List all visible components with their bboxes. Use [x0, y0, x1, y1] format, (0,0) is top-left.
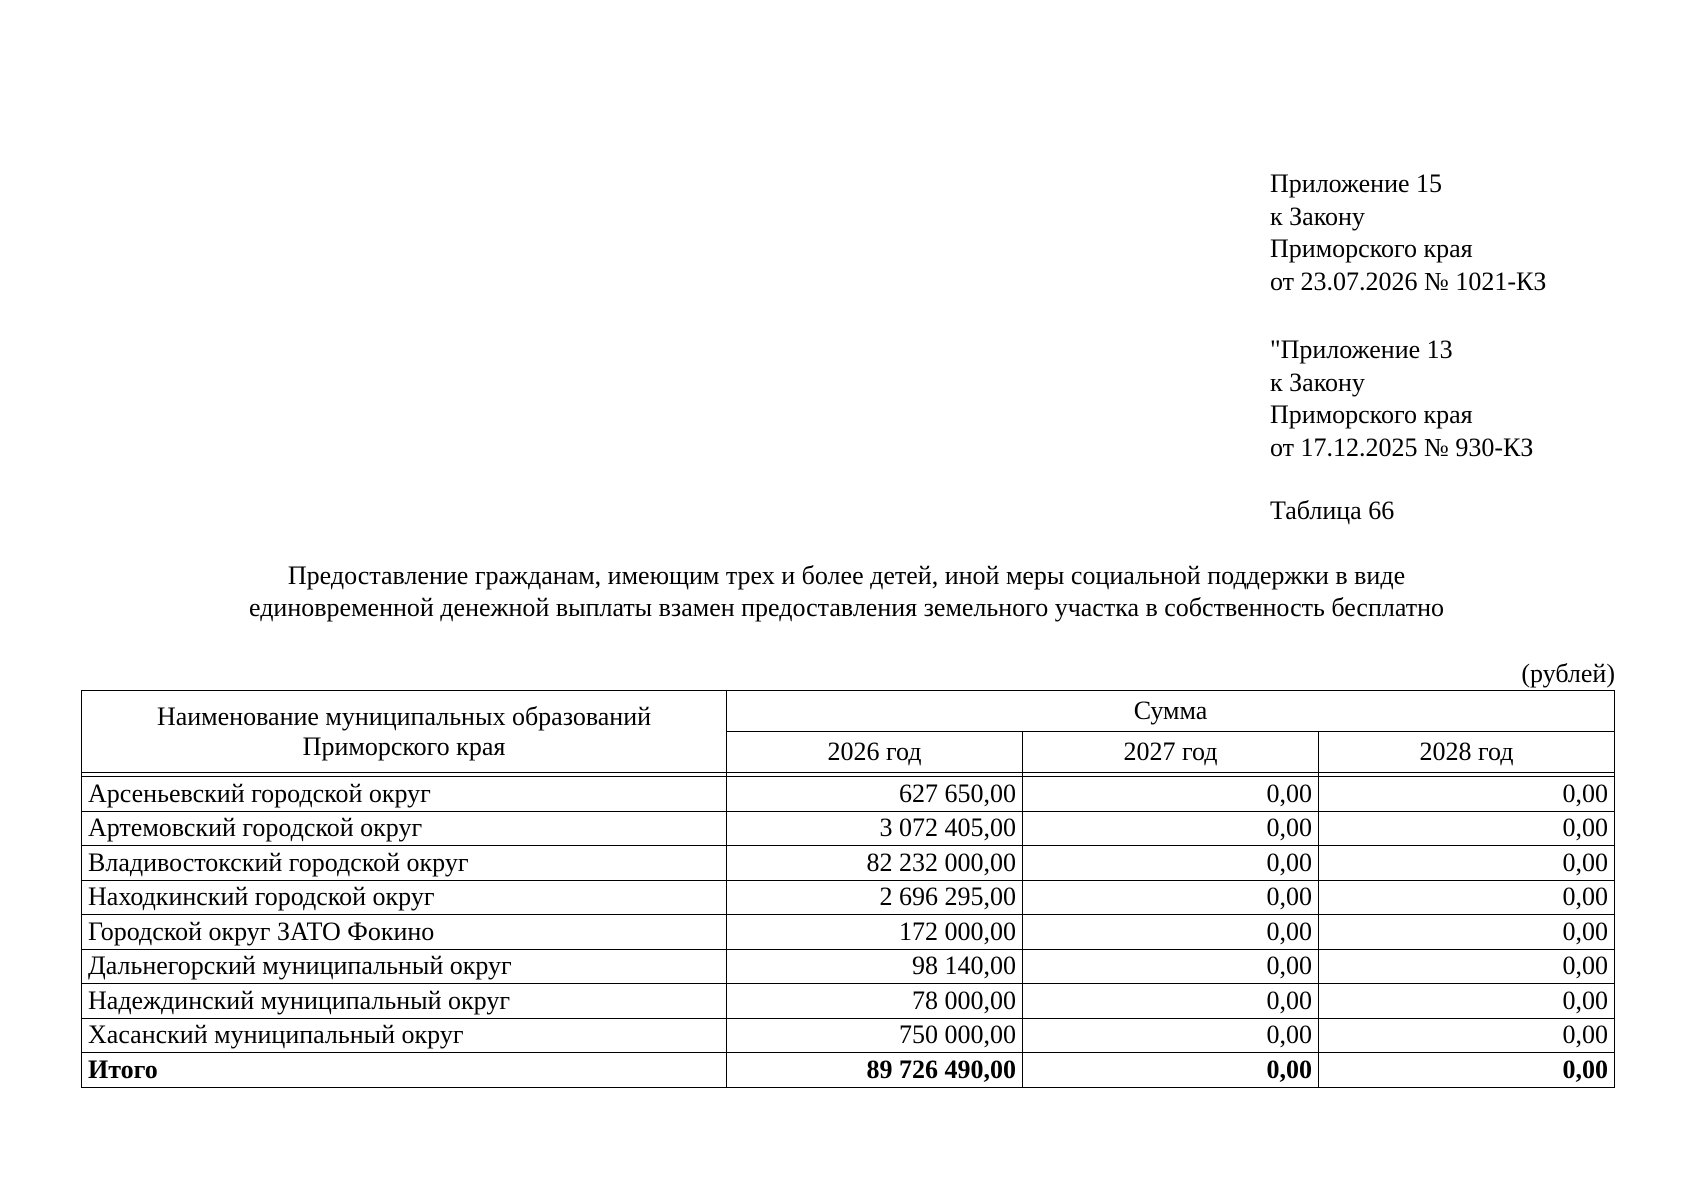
- table-number: Таблица 66: [1270, 496, 1395, 525]
- document-title-line-2: единовременной денежной выплаты взамен предоставления земельного участка в собственность бесплатно: [249, 593, 1444, 622]
- municipality-name: Дальнегорский муниципальный округ: [82, 949, 727, 984]
- amount-2028: 0,00: [1319, 811, 1615, 846]
- municipality-name: Надеждинский муниципальный округ: [82, 984, 727, 1019]
- amount-2027: 0,00: [1023, 846, 1319, 881]
- total-label: Итого: [82, 1053, 727, 1088]
- amount-2027: 0,00: [1023, 811, 1319, 846]
- year-2028-header: 2028 год: [1319, 732, 1615, 773]
- table-row: [82, 811, 1615, 846]
- amount-2027: 0,00: [1023, 880, 1319, 915]
- amount-2027: 0,00: [1023, 984, 1319, 1019]
- amount-2027: 0,00: [1023, 949, 1319, 984]
- annex-15-line-2: к Закону: [1270, 201, 1365, 231]
- municipality-name: Артемовский городской округ: [82, 811, 727, 846]
- amount-2027: 0,00: [1023, 915, 1319, 950]
- annex-13-reference: [1270, 334, 1533, 464]
- municipality-column-header: [82, 691, 727, 773]
- year-2026-header: 2026 год: [727, 732, 1023, 773]
- sum-column-header: Сумма: [727, 691, 1615, 732]
- municipality-name: Хасанский муниципальный округ: [82, 1018, 727, 1053]
- amount-2026: 78 000,00: [727, 984, 1023, 1019]
- amount-2027: 0,00: [1023, 1018, 1319, 1053]
- table-row: [82, 777, 1615, 812]
- amount-2028: 0,00: [1319, 1018, 1615, 1053]
- amount-2026: 82 232 000,00: [727, 846, 1023, 881]
- annex-13-line-3: Приморского края: [1270, 400, 1473, 429]
- amount-2028: 0,00: [1319, 846, 1615, 881]
- table-row: [82, 984, 1615, 1019]
- table-row: [82, 1018, 1615, 1053]
- amount-2028: 0,00: [1319, 777, 1615, 812]
- municipality-name: Арсеньевский городской округ: [82, 777, 727, 812]
- amount-2028: 0,00: [1319, 915, 1615, 950]
- amount-2026: 627 650,00: [727, 777, 1023, 812]
- annex-15-line-3: Приморского края: [1270, 234, 1473, 263]
- table-row: [82, 915, 1615, 950]
- amount-2028: 0,00: [1319, 880, 1615, 915]
- table-row: [82, 880, 1615, 915]
- total-row: [82, 1053, 1615, 1088]
- amount-2028: 0,00: [1319, 984, 1615, 1019]
- municipality-header-line-2: Приморского края: [302, 731, 506, 761]
- total-2027: 0,00: [1023, 1053, 1319, 1088]
- total-2026: 89 726 490,00: [727, 1053, 1023, 1088]
- annex-13-line-2: к Закону: [1270, 367, 1365, 397]
- amount-2026: 3 072 405,00: [727, 811, 1023, 846]
- amount-2026: 172 000,00: [727, 915, 1023, 950]
- annex-13-line-4: от 17.12.2025 № 930-КЗ: [1270, 432, 1534, 462]
- municipality-header-line-1: Наименование муниципальных образований: [156, 701, 652, 731]
- table-row: [82, 846, 1615, 881]
- amount-2026: 98 140,00: [727, 949, 1023, 984]
- amount-2026: 2 696 295,00: [727, 880, 1023, 915]
- municipality-name: Находкинский городской округ: [82, 880, 727, 915]
- table-row: [82, 949, 1615, 984]
- annex-15-reference: [1270, 168, 1546, 298]
- amount-2028: 0,00: [1319, 949, 1615, 984]
- municipality-name: Городской округ ЗАТО Фокино: [82, 915, 727, 950]
- unit-label: (рублей): [1521, 659, 1615, 688]
- amount-2026: 750 000,00: [727, 1018, 1023, 1053]
- amount-2027: 0,00: [1023, 777, 1319, 812]
- municipality-name: Владивостокский городской округ: [82, 846, 727, 881]
- total-2028: 0,00: [1319, 1053, 1615, 1088]
- annex-15-line-4: от 23.07.2026 № 1021-КЗ: [1270, 266, 1547, 296]
- document-title-line-1: Предоставление гражданам, имеющим трех и более детей, иной меры социальной поддержки в виде: [287, 561, 1406, 590]
- annex-13-line-1: "Приложение 13: [1270, 335, 1453, 364]
- allocation-table: [81, 690, 1615, 1088]
- annex-15-line-1: Приложение 15: [1270, 169, 1443, 198]
- year-2027-header: 2027 год: [1023, 732, 1319, 773]
